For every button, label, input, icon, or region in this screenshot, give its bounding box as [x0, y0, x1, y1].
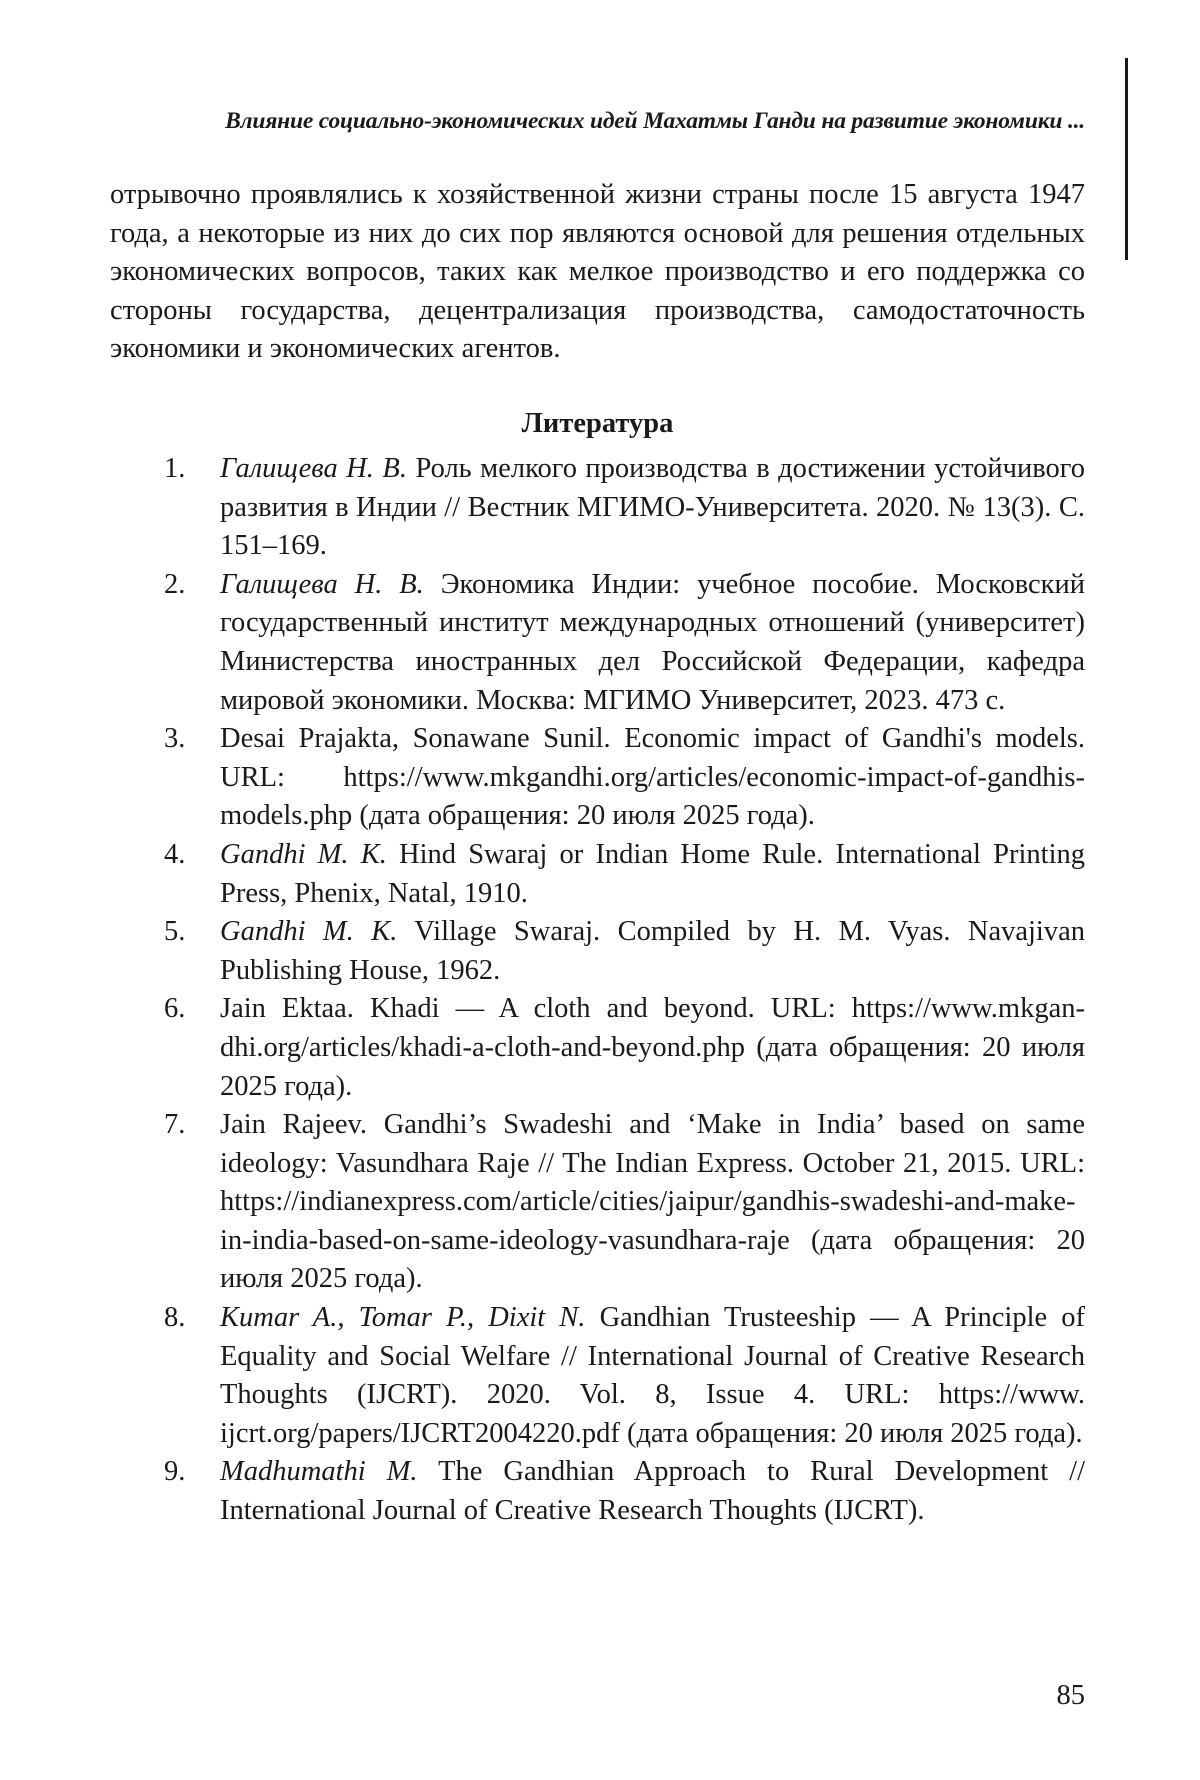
reference-text: Village Swaraj. Compiled by H. M. Vyas. Navajivan Publishing House, 1962.	[220, 916, 1086, 986]
reference-number: 8.	[164, 1302, 186, 1334]
reference-item	[110, 450, 1085, 566]
reference-text: Jain Rajeev. Gandhi’s Swadeshi and ‘Make in India’ based on same ideology: Vasundhara Raje // The Indian Express. October 21, 2015. URL: https://indianexpress.com/article/cities/jaipur/gandhis-​swadeshi-and-make-in-india-based-on-same-ideology-vasundhara-raje (дата обращения: 20 июля 2025 года).	[220, 1109, 1085, 1295]
reference-text: The Gandhian Approach to Rural Development // International Journal of Creative Research Thoughts (IJCRT).	[220, 1456, 1085, 1527]
reference-text: Gandhian Trusteeship — A Principle of Equality and Social Welfare // International Journal of Creative Research Thoughts (IJCRT). 2020. Vol. 8, Issue 4. URL: https://www.​ijcrt.org/papers/IJCRT2004220.pdf (дата обращения: 20 июля 2025 года).	[220, 1302, 1086, 1449]
margin-rule	[1125, 58, 1128, 260]
reference-text: Роль мелкого производства в достижении устойчивого развития в Индии // Вестник МГИМО-Университета. 2020. № 13(3). С. 151–169.	[220, 453, 1085, 562]
reference-text: Desai Prajakta, Sonawane Sunil. Economic impact of Gandhi's models. URL: https://www.mkgandhi.org/articles/economic-impact-of-​gandhis-models.php (дата обращения: 20 июля 2025 года).	[220, 723, 1085, 832]
running-header: Влияние социально-экономических идей Махатмы Ганди на развитие экономики ...	[225, 108, 1085, 134]
page-number: 85	[1056, 1680, 1085, 1711]
reference-list	[110, 450, 1085, 1531]
reference-item	[110, 720, 1085, 836]
reference-number: 4.	[164, 838, 186, 870]
reference-authors: Gandhi M. K.	[220, 916, 398, 948]
reference-number: 5.	[164, 916, 186, 948]
reference-item	[110, 1106, 1085, 1299]
reference-item	[110, 566, 1085, 720]
reference-text: Jain Ektaa. Khadi — A cloth and beyond. URL: https://www.mkgandhi.org/articles/khadi-a-cloth-and-beyond.php (дата обращения: 20 июля 2025 года).	[220, 993, 1085, 1102]
reference-number: 6.	[164, 993, 186, 1025]
body-paragraph: отрывочно проявлялись к хозяйственной жизни страны после 15 августа 1947 года, а некоторые из них до сих пор являются основой для решения отдельных экономических вопросов, таких как мелкое производство и его поддержка со стороны государства, децентрализация производства, самодостаточность экономики и экономических агентов.	[110, 179, 1085, 364]
reference-item	[110, 1453, 1085, 1530]
reference-number: 2.	[164, 568, 186, 600]
reference-number: 1.	[164, 453, 186, 484]
reference-number: 3.	[164, 723, 186, 755]
section-title: Литература	[521, 408, 674, 439]
reference-authors: Kumar A., Tomar P., Dixit N.	[220, 1302, 586, 1334]
reference-item	[110, 836, 1085, 913]
reference-item	[110, 990, 1085, 1106]
reference-authors: Madhumathi M.	[220, 1456, 418, 1488]
reference-text: Экономика Индии: учебное пособие. Московский государственный институт международных отношений (университет) Министерства иностранных дел Российской Федерации, кафедра мировой экономики. Москва: МГИМО Университет, 2023. 473 с.	[220, 568, 1085, 716]
reference-item	[110, 1299, 1085, 1453]
reference-number: 7.	[164, 1109, 186, 1141]
reference-item	[110, 913, 1085, 990]
reference-text: Hind Swaraj or Indian Home Rule. International Printing Press, Phenix, Natal, 1910.	[220, 838, 1085, 909]
reference-authors: Галищева Н. В.	[220, 453, 407, 484]
reference-authors: Галищева Н. В.	[220, 568, 424, 600]
reference-number: 9.	[164, 1456, 186, 1488]
reference-authors: Gandhi M. K.	[220, 838, 387, 870]
